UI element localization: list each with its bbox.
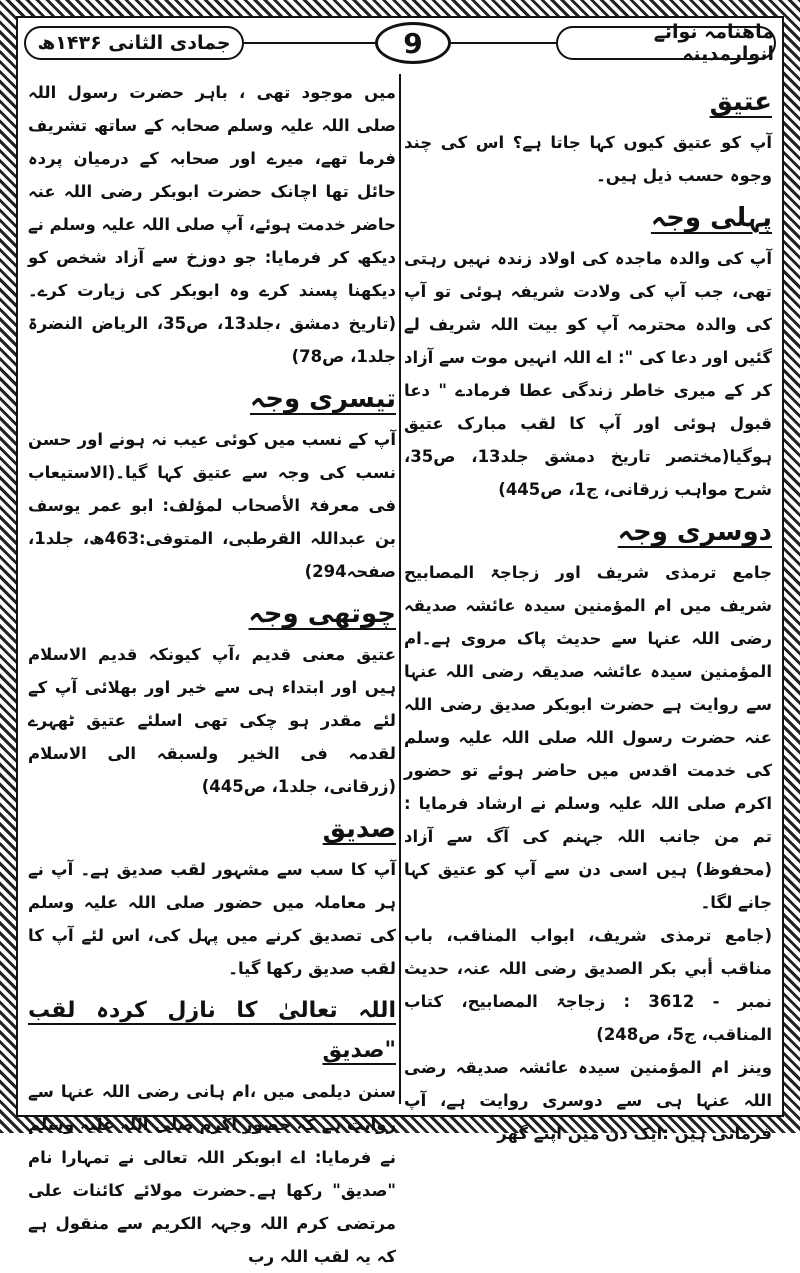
column-divider — [399, 74, 401, 1104]
fourth-reason-text: عتیق معنی قدیم ،آپ کیونکہ قدیم الاسلام ہیں اور ابتداء ہی سے خیر اور بھلائی آپ کے لئے مقدر ہو چکی تھی اسلئے عتیق ٹھہرے لقدمہ فی الخیر ولسبقہ الی الاسلام (زرقانی، جلد1، ص445) — [28, 645, 396, 796]
intro-text: آپ کو عتیق کیوں کہا جاتا ہے؟ اس کی چند وجوہ حسب ذیل ہیں۔ — [404, 133, 772, 185]
header-rule — [451, 42, 556, 44]
second-reason-text: جامع ترمذی شریف اور زجاجۃ المصابیح شریف میں ام المؤمنین سیدہ عائشہ صدیقہ رضی اللہ عنہا سے حدیث پاک مروی ہے۔ام المؤمنین سیدہ عائشہ صدیقہ رضی اللہ عنہا سے روایت ہے حضرت ابوبکر صدیق رضی اللہ عنہ حضرت رسول اللہ صلی اللہ علیہ وسلم کی خدمت اقدس میں حاضر ہوئے تو حضور اکرم صلی اللہ علیہ وسلم نے ارشاد فرمایا : تم من جانب اللہ جہنم کی آگ سے آزاد (محفوظ) ہیں اسی دن سے آپ کو عتیق کہا جانے لگا۔ — [404, 563, 772, 912]
heading-first-reason: پہلی وجہ — [650, 203, 772, 233]
heading-atiq: عتیق — [709, 87, 772, 117]
heading-siddiq: صدیق — [322, 814, 396, 844]
magazine-title: ماھنامہ نوائے انوارمدینہ — [556, 26, 776, 60]
second-reason-reference: (جامع ترمذی شریف، ابواب المناقب، باب مناقب أبي بکر الصدیق رضی اللہ عنہ، حدیث نمبر - 3612 : زجاجۃ المصابیح، کتاب المناقب، ج5، ص248) — [404, 926, 772, 1044]
heading-allah-title: اللہ تعالیٰ کا نازل کردہ لقب "صدیق — [28, 998, 396, 1063]
header-rule — [244, 42, 375, 44]
page-header — [22, 22, 778, 66]
issue-date: جمادی الثانی ۱۴۳۶ھ — [24, 26, 244, 60]
heading-third-reason: تیسری وجہ — [249, 384, 396, 414]
third-reason-text: آپ کے نسب میں کوئی عیب نہ ہونے اور حسن نسب کی وجہ سے عتیق کہا گیا۔(الاستیعاب فی معرفۃ الأصحاب لمؤلف: ابو عمر یوسف بن عبداللہ القرطبی، المتوفی:463ھ، جلد1، صفحہ294) — [28, 430, 396, 581]
siddiq-text: آپ کا سب سے مشہور لقب صدیق ہے۔ آپ نے ہر معاملہ میں حضور صلی اللہ علیہ وسلم کی تصدیق کرنے میں پہل کی، اس لئے آپ کا لقب صدیق رکھا گیا۔ — [28, 860, 396, 978]
second-reason-continued: وینز ام المؤمنین سیدہ عائشہ صدیقہ رضی اللہ عنہا ہی سے دوسری روایت ہے، آپ فرماتی ہیں :ایک دن میں اپنے گھر — [404, 1058, 772, 1143]
left-column — [28, 76, 396, 1273]
heading-fourth-reason: چوتھی وجہ — [248, 599, 396, 629]
first-reason-text: آپ کی والدہ ماجدہ کی اولاد زندہ نہیں رہتی تھی، جب آپ کی ولادت شریفہ ہوئی تو آپ کی والدہ محترمہ آپ کو بیت اللہ شریف لے گئیں اور دعا کی ": اے اللہ انہیں موت سے آزاد کر کے میری خاطر زندگی عطا فرمادے " دعا قبول ہوئی اور آپ کا لقب مبارک عتیق ہوگیا(مختصر تاریخ دمشق جلد13، ص35، شرح مواہب زرقانی، ج1، ص445) — [404, 249, 772, 499]
right-column — [404, 76, 772, 1150]
heading-second-reason: دوسری وجہ — [617, 517, 772, 547]
continued-text: میں موجود تھی ، باہر حضرت رسول اللہ صلی اللہ علیہ وسلم صحابہ کے ساتھ تشریف فرما تھے، میرے اور صحابہ کے درمیان پردہ حائل تھا اچانک حضرت ابوبکر رضی اللہ عنہ حاضر خدمت ہوئے، آپ صلی اللہ علیہ وسلم نے دیکھ کر فرمایا: جو دوزخ سے آزاد شخص کو دیکھنا پسند کرے وہ ابوبکر کی زیارت کرے۔(تاریخ دمشق ،جلد13، ص35، الریاض النضرۃ جلد1، ص78) — [28, 83, 396, 366]
page-number: 9 — [375, 22, 451, 64]
allah-title-text: سنن دیلمی میں ،ام ہانی رضی اللہ عنہا سے روایت ہے کہ حضور اکرم صلی اللہ علیہ وسلم نے فرمایا: اے ابوبکر اللہ تعالی نے تمہارا نام "صدیق" رکھا ہے۔حضرت مولائے کائنات علی مرتضی کرم اللہ وجہہ الکریم سے منقول ہے کہ یہ لقب اللہ رب — [28, 1082, 396, 1266]
